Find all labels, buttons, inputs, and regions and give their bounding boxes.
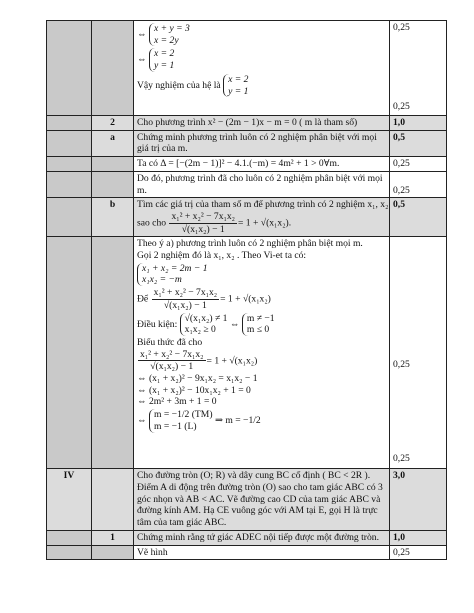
part-label: a <box>92 130 134 156</box>
solution-text: Theo ý a) phương trình luôn có 2 nghiệm phân biệt mọi m. Gọi 2 nghiệm đó là x₁, x₂ . Theo Vi-et ta có: x₁ + x₂ = 2m − 1 x₁x₂ = −m Để $\frac{\text{x₁² + x₂² − 7x₁x₂}}{\text{√(x₁x₂) − 1}}$ = 1 + √(x₁x₂) Điều kiện: √(x₁x₂) ≠ 1 x₁x₂ ≥ 0 ⇔ m ≠ −1 m ≤ 0 Biểu thức đã cho $\frac{\text{x₁² + x₂² − 7x₁x₂}}{\text{√(x₁x₂) − 1}}$ = 1 + √(x₁x₂) ⇔ (x₁ + x₂)² − 9x₁x₂ = x₁x₂ − 1 ⇔ (x₁ + x₂)² − 10x₁x₂ + 1 = 0 ⇔ 2m² + 3m + 1 = 0 ⇔ m = −1/2 (TM) m = −1 (L) ⇒ m = −1/2 <box>134 237 390 469</box>
question-text: Tìm các giá trị của tham số m để phương trình có 2 nghiệm x₁, x₂ sao cho $\frac{\text{x₁² + x₂² − 7x₁x₂}}{\text{√(x₁x₂) − 1}}$ = 1 + √(x₁x₂). <box>134 198 390 237</box>
table-row <box>47 237 447 469</box>
solution-text: Vẽ hình <box>134 545 390 560</box>
part-label: b <box>92 198 134 237</box>
table-row <box>47 171 447 197</box>
section-cell <box>47 21 92 116</box>
solution-text: Ta có Δ = [−(2m − 1)]² − 4.1.(−m) = 4m² + 1 > 0∀m. <box>134 157 390 172</box>
score-cell: 0,5 <box>390 130 447 156</box>
table-row <box>47 469 447 531</box>
part-cell <box>92 21 134 116</box>
score-cell: 0,25 <box>390 157 447 172</box>
part-number: 2 <box>92 116 134 131</box>
score-cell: 1,0 <box>390 530 447 545</box>
part-number: 1 <box>92 530 134 545</box>
score-cell: 0,25 <box>390 545 447 560</box>
section-number: IV <box>47 469 92 531</box>
table-row <box>47 545 447 560</box>
table-row <box>47 21 447 116</box>
table-row <box>47 198 447 237</box>
question-text: Chứng minh phương trình luôn có 2 nghiệm phân biệt với mọi giá trị của m. <box>134 130 390 156</box>
score-cell: 1,0 <box>390 116 447 131</box>
table-row <box>47 530 447 545</box>
score-cell: 0,25 <box>390 171 447 197</box>
table-row <box>47 116 447 131</box>
content-cell: ⇔ x + y = 3 x = 2y ⇔ x = 2 y = 1 Vậy nghiệm của hệ là x = 2 y = 1 <box>134 21 390 116</box>
question-text: Cho đường tròn (O; R) và dây cung BC cố định ( BC < 2R ). Điểm A di động trên đường tròn (O) sao cho tam giác ABC có 3 góc nhọn và AB < AC. Vẽ đường cao CD của tam giác ABC và đường kính AM. Hạ CE vuông góc với AM tại E, gọi H là trực tâm của tam giác ABC. <box>134 469 390 531</box>
score-cell: 3,0 <box>390 469 447 531</box>
table-row <box>47 130 447 156</box>
score-cell: 0,25 0,25 <box>390 237 447 469</box>
question-text: Chứng minh rằng tứ giác ADEC nội tiếp được một đường tròn. <box>134 530 390 545</box>
score-cell: 0,25 0,25 <box>390 21 447 116</box>
question-text: Cho phương trình x² − (2m − 1)x − m = 0 ( m là tham số) <box>134 116 390 131</box>
score-cell: 0,5 <box>390 198 447 237</box>
answer-table <box>46 20 447 560</box>
table-row <box>47 157 447 172</box>
solution-text: Do đó, phương trình đã cho luôn có 2 nghiệm phân biệt với mọi m. <box>134 171 390 197</box>
